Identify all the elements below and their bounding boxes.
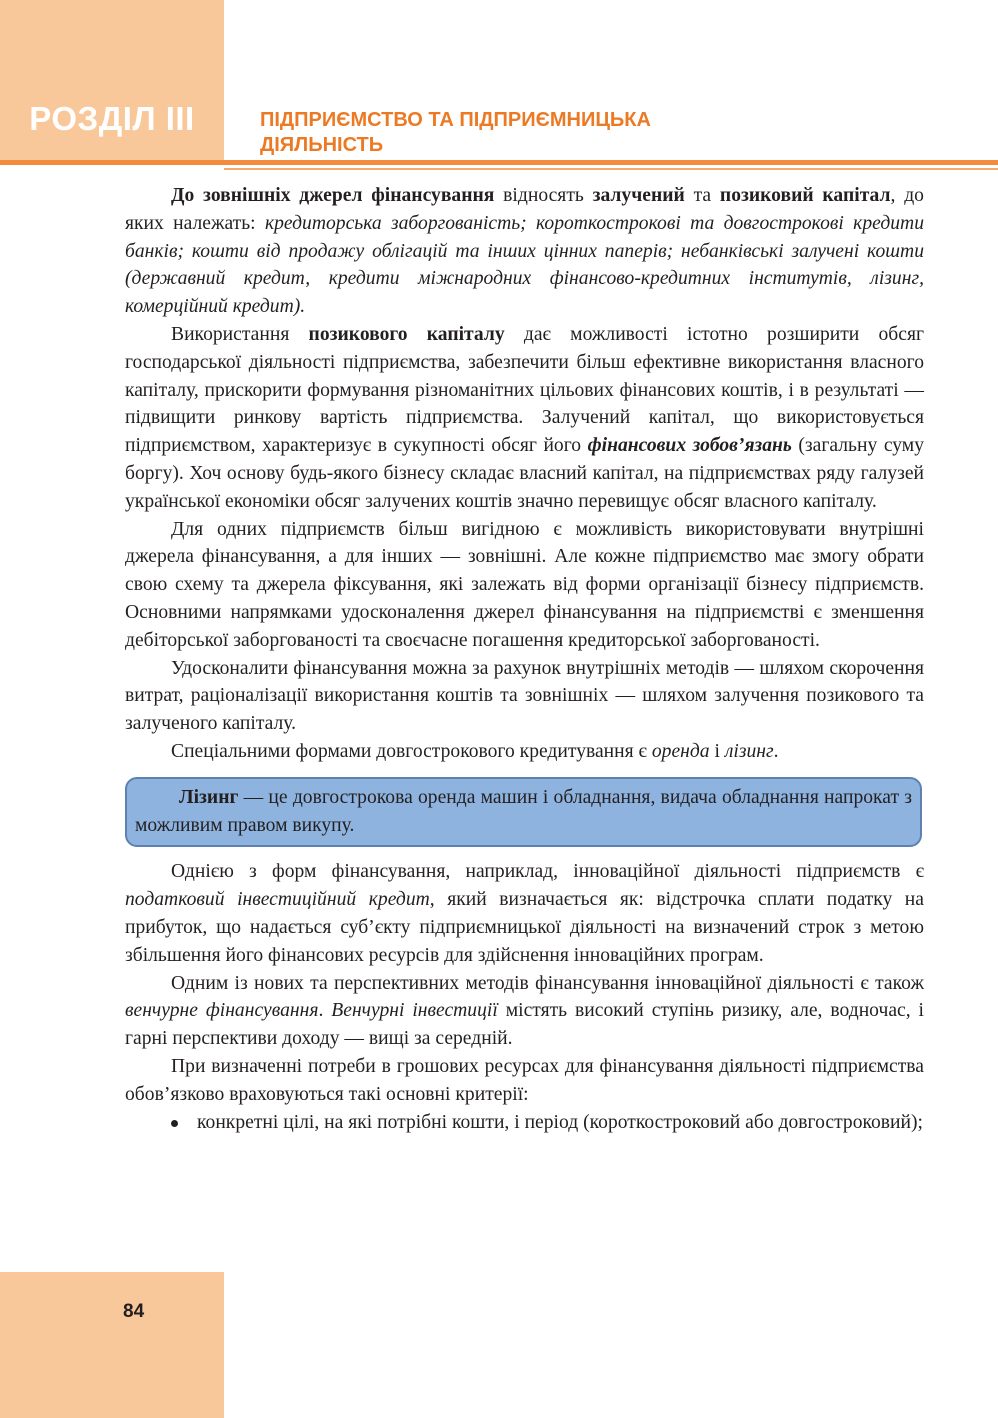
- paragraph-1: [125, 182, 924, 321]
- chapter-title: [260, 108, 820, 158]
- list-item: [125, 1109, 924, 1137]
- italic-text: Венчурні інвестиції: [331, 1000, 498, 1022]
- header-rule-thin: [224, 168, 998, 170]
- text: .: [318, 1000, 332, 1022]
- paragraph-8: При визначенні потреби в грошових ресурсах для фінансування діяльності підприємства обов’язково враховуються такі основні критерії:: [125, 1055, 924, 1105]
- text: Однією з форм фінансування, наприклад, інноваційної діяльності підприємств є: [171, 861, 924, 883]
- text: та: [684, 185, 720, 206]
- bold-text: залучений: [592, 185, 685, 206]
- italic-text: податковий інвестиційний кредит: [125, 889, 430, 911]
- italic-text: венчурне фінансування: [125, 1000, 319, 1022]
- paragraph-4: Удосконалити фінансування можна за рахунок внутрішніх методів — шляхом скорочення витрат, раціоналізації використання коштів та зовнішніх — шляхом залучення позикового та залученого капіталу.: [125, 657, 924, 735]
- text: .: [773, 740, 779, 762]
- list-item-text: конкретні цілі, на які потрібні кошти, і період (короткостроковий або довгостроковий);: [197, 1111, 924, 1133]
- italic-text: лізинг: [724, 740, 774, 762]
- chapter-title-line1: ПІДПРИЄМСТВО ТА ПІДПРИЄМНИЦЬКА: [260, 109, 651, 131]
- paragraph-2: [125, 321, 924, 516]
- italic-text: кредиторська заборгованість; короткострокові та довгострокові кредити банків; кошти від продажу облігацій та інших цінних паперів; небанківські залучені кошти (державний кредит, кредити міжнародних фінансово-кредитних інститутів, лізинг, комерційний кредит).: [125, 212, 924, 318]
- paragraph-7: [125, 970, 924, 1053]
- chapter-title-line2: ДІЯЛЬНІСТЬ: [260, 134, 384, 156]
- paragraph-3: Для одних підприємств більш вигідною є можливість використовувати внутрішні джерела фінансування, а для інших — зовнішні. Але кожне підприємство має змогу обрати свою схему та джерела фіксування, які залежать від форми організації бізнесу підприємств. Основними напрямками удосконалення джерел фінансування на підприємстві є зменшення дебіторської заборгованості та своєчасне погашення кредиторської заборгованості.: [125, 518, 924, 651]
- text: і: [709, 740, 725, 762]
- text: Використання: [171, 323, 309, 345]
- italic-text: оренда: [651, 740, 710, 762]
- criteria-list: [125, 1109, 924, 1137]
- section-label: РОЗДІЛ ІІІ: [29, 100, 195, 137]
- callout-term: Лізинг: [179, 786, 239, 808]
- text: (загальну суму боргу). Хоч основу будь-якого бізнесу складає власний капітал, на підприємствах ряду галузей української економіки обсяг залучених коштів значно перевищує обсяг власного капіталу.: [125, 435, 924, 512]
- bold-text: позиковий капітал: [719, 185, 891, 206]
- text: відносять: [494, 185, 593, 206]
- bold-italic-text: фінансових зобов’язань: [587, 435, 792, 457]
- bullet-icon: [171, 1120, 178, 1127]
- callout-text: [135, 784, 912, 840]
- text: Спеціальними формами довгострокового кредитування є: [171, 740, 652, 762]
- paragraph-5: [125, 738, 924, 766]
- text: , до яких належать:: [125, 185, 924, 234]
- header-rule: [0, 160, 998, 165]
- text: Одним із нових та перспективних методів фінансування інноваційної діяльності є також: [171, 972, 924, 994]
- text: дає можливості істотно розширити обсяг господарської діяльності підприємства, забезпечити більш ефективне використання власного капіталу, прискорити формування різноманітних цільових фінансових коштів, і в результаті — підвищити ринкову вартість підприємства. Залучений капітал, що використовується підприємством, характеризує в сукупності обсяг його: [125, 323, 924, 457]
- text: містять високий ступінь ризику, але, водночас, і гарні перспективи доходу — вищі за середній.: [125, 1000, 925, 1050]
- bold-text: позикового капіталу: [308, 323, 505, 345]
- main-content: [125, 182, 924, 1136]
- paragraph-6: [125, 858, 924, 969]
- text: , який визначається як: відстрочка сплати податку на прибуток, що надається суб’єкту підприємницької діяльності на визначений строк з метою збільшення його фінансових ресурсів для здійснення інноваційних програм.: [125, 889, 924, 966]
- bold-text: До зовнішніх джерел фінансування: [171, 185, 495, 206]
- page-number: 84: [123, 1301, 145, 1322]
- definition-callout: [125, 777, 922, 848]
- sidebar-bottom-band: [0, 1272, 224, 1418]
- callout-definition: — це довгострокова оренда машин і обладнання, видача обладнання напрокат з можливим правом викупу.: [135, 786, 912, 836]
